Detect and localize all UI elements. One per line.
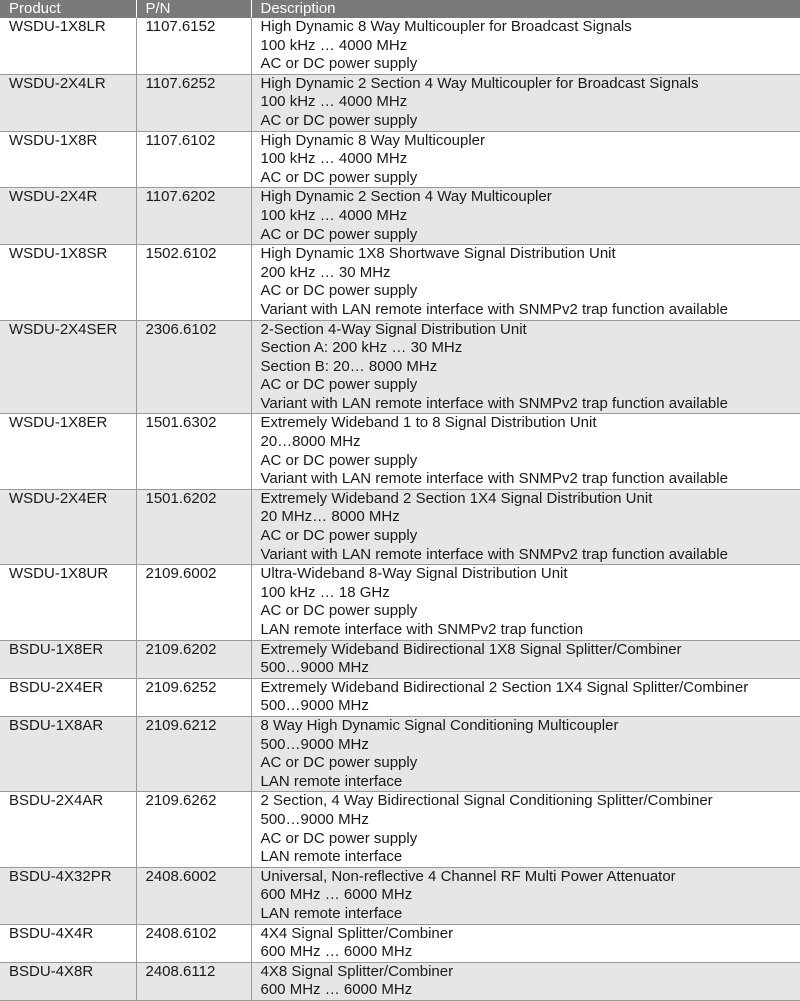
pn-cell: 1107.6202: [136, 188, 251, 245]
description-line: 2-Section 4-Way Signal Distribution Unit: [261, 321, 800, 340]
product-cell: WSDU-2X4R: [0, 188, 136, 245]
product-cell: WSDU-1X8R: [0, 131, 136, 188]
pn-cell: 1501.6202: [136, 489, 251, 564]
product-cell: WSDU-2X4ER: [0, 489, 136, 564]
description-line: LAN remote interface: [261, 848, 800, 867]
description-line: 600 MHz … 6000 MHz: [261, 943, 800, 962]
pn-cell: 2408.6102: [136, 924, 251, 962]
header-row: [0, 0, 800, 18]
description-line: AC or DC power supply: [261, 452, 800, 471]
product-cell: BSDU-1X8ER: [0, 640, 136, 678]
description-cell: [251, 74, 800, 131]
pn-cell: 1107.6152: [136, 18, 251, 74]
product-cell: WSDU-1X8SR: [0, 245, 136, 320]
description-line: 200 kHz … 30 MHz: [261, 264, 800, 283]
description-line: 100 kHz … 18 GHz: [261, 584, 800, 603]
description-line: High Dynamic 8 Way Multicoupler: [261, 132, 800, 151]
table-body: [0, 18, 800, 1000]
table-row: [0, 716, 800, 791]
description-line: AC or DC power supply: [261, 602, 800, 621]
description-cell: [251, 18, 800, 74]
description-line: 4X8 Signal Splitter/Combiner: [261, 963, 800, 982]
description-line: AC or DC power supply: [261, 527, 800, 546]
header-description: Description: [251, 0, 800, 18]
description-line: 20 MHz… 8000 MHz: [261, 508, 800, 527]
description-line: Extremely Wideband 1 to 8 Signal Distribution Unit: [261, 414, 800, 433]
description-line: Extremely Wideband 2 Section 1X4 Signal Distribution Unit: [261, 490, 800, 509]
table-row: [0, 188, 800, 245]
table-row: [0, 320, 800, 414]
table-row: [0, 74, 800, 131]
description-cell: [251, 245, 800, 320]
description-cell: [251, 640, 800, 678]
description-line: AC or DC power supply: [261, 169, 800, 188]
description-cell: [251, 565, 800, 640]
product-cell: BSDU-2X4AR: [0, 792, 136, 867]
description-line: AC or DC power supply: [261, 282, 800, 301]
description-cell: [251, 924, 800, 962]
description-line: High Dynamic 1X8 Shortwave Signal Distribution Unit: [261, 245, 800, 264]
description-line: Variant with LAN remote interface with SNMPv2 trap function available: [261, 546, 800, 565]
table-row: [0, 18, 800, 74]
description-line: Extremely Wideband Bidirectional 2 Section 1X4 Signal Splitter/Combiner: [261, 679, 800, 698]
description-cell: [251, 489, 800, 564]
description-line: Variant with LAN remote interface with SNMPv2 trap function available: [261, 470, 800, 489]
description-line: AC or DC power supply: [261, 226, 800, 245]
description-line: High Dynamic 2 Section 4 Way Multicoupler for Broadcast Signals: [261, 75, 800, 94]
description-cell: [251, 792, 800, 867]
table-row: [0, 924, 800, 962]
table-row: [0, 414, 800, 489]
description-line: Extremely Wideband Bidirectional 1X8 Signal Splitter/Combiner: [261, 641, 800, 660]
pn-cell: 2408.6002: [136, 867, 251, 924]
pn-cell: 2109.6212: [136, 716, 251, 791]
table-row: [0, 867, 800, 924]
table-row: [0, 962, 800, 1000]
description-line: 100 kHz … 4000 MHz: [261, 150, 800, 169]
description-line: High Dynamic 8 Way Multicoupler for Broadcast Signals: [261, 18, 800, 37]
description-cell: [251, 131, 800, 188]
description-cell: [251, 962, 800, 1000]
description-cell: [251, 716, 800, 791]
header-product: Product: [0, 0, 136, 18]
description-cell: [251, 414, 800, 489]
pn-cell: 1502.6102: [136, 245, 251, 320]
description-line: Section B: 20… 8000 MHz: [261, 358, 800, 377]
description-line: 500…9000 MHz: [261, 697, 800, 716]
pn-cell: 1107.6102: [136, 131, 251, 188]
description-line: AC or DC power supply: [261, 112, 800, 131]
description-line: 2 Section, 4 Way Bidirectional Signal Conditioning Splitter/Combiner: [261, 792, 800, 811]
description-line: LAN remote interface: [261, 905, 800, 924]
pn-cell: 2109.6202: [136, 640, 251, 678]
description-line: 8 Way High Dynamic Signal Conditioning Multicoupler: [261, 717, 800, 736]
description-line: 100 kHz … 4000 MHz: [261, 37, 800, 56]
product-cell: WSDU-1X8UR: [0, 565, 136, 640]
product-cell: BSDU-1X8AR: [0, 716, 136, 791]
description-line: 100 kHz … 4000 MHz: [261, 93, 800, 112]
table-row: [0, 131, 800, 188]
description-line: 500…9000 MHz: [261, 659, 800, 678]
description-cell: [251, 320, 800, 414]
description-line: 100 kHz … 4000 MHz: [261, 207, 800, 226]
description-line: 600 MHz … 6000 MHz: [261, 981, 800, 1000]
pn-cell: 1501.6302: [136, 414, 251, 489]
product-cell: BSDU-4X8R: [0, 962, 136, 1000]
description-line: Ultra-Wideband 8-Way Signal Distribution Unit: [261, 565, 800, 584]
table-row: [0, 565, 800, 640]
pn-cell: 2109.6262: [136, 792, 251, 867]
description-line: AC or DC power supply: [261, 376, 800, 395]
product-cell: BSDU-2X4ER: [0, 678, 136, 716]
description-cell: [251, 678, 800, 716]
product-cell: WSDU-2X4SER: [0, 320, 136, 414]
description-line: LAN remote interface with SNMPv2 trap function: [261, 621, 800, 640]
table-row: [0, 792, 800, 867]
product-cell: WSDU-1X8LR: [0, 18, 136, 74]
table-row: [0, 640, 800, 678]
description-line: Variant with LAN remote interface with SNMPv2 trap function available: [261, 395, 800, 414]
table-row: [0, 245, 800, 320]
description-cell: [251, 188, 800, 245]
description-line: 20…8000 MHz: [261, 433, 800, 452]
description-line: AC or DC power supply: [261, 55, 800, 74]
pn-cell: 2306.6102: [136, 320, 251, 414]
product-cell: BSDU-4X32PR: [0, 867, 136, 924]
product-cell: WSDU-1X8ER: [0, 414, 136, 489]
pn-cell: 1107.6252: [136, 74, 251, 131]
product-cell: WSDU-2X4LR: [0, 74, 136, 131]
description-line: Variant with LAN remote interface with SNMPv2 trap function available: [261, 301, 800, 320]
table-row: [0, 678, 800, 716]
pn-cell: 2109.6252: [136, 678, 251, 716]
description-line: 500…9000 MHz: [261, 811, 800, 830]
product-cell: BSDU-4X4R: [0, 924, 136, 962]
table-row: [0, 489, 800, 564]
description-line: AC or DC power supply: [261, 830, 800, 849]
description-cell: [251, 867, 800, 924]
description-line: Universal, Non-reflective 4 Channel RF Multi Power Attenuator: [261, 868, 800, 887]
description-line: AC or DC power supply: [261, 754, 800, 773]
header-pn: P/N: [136, 0, 251, 18]
description-line: 500…9000 MHz: [261, 736, 800, 755]
description-line: LAN remote interface: [261, 773, 800, 792]
pn-cell: 2408.6112: [136, 962, 251, 1000]
description-line: 600 MHz … 6000 MHz: [261, 886, 800, 905]
description-line: Section A: 200 kHz … 30 MHz: [261, 339, 800, 358]
description-line: 4X4 Signal Splitter/Combiner: [261, 925, 800, 944]
pn-cell: 2109.6002: [136, 565, 251, 640]
description-line: High Dynamic 2 Section 4 Way Multicoupler: [261, 188, 800, 207]
